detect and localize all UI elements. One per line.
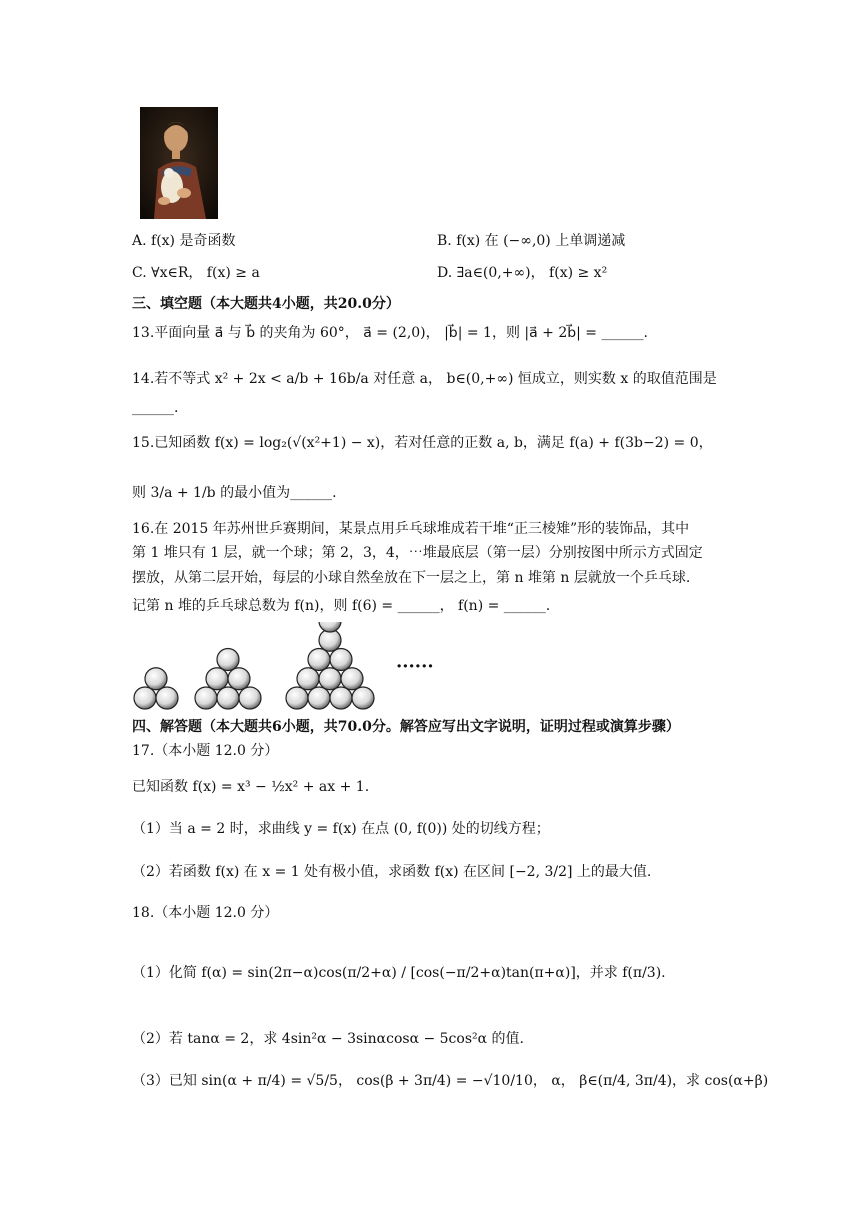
- option-c: C. ∀x∈R， f(x) ≥ a: [132, 265, 260, 281]
- question-18-part-3: （3）已知 sin(α + π/4) = √5/5， cos(β + 3π/4) = −√10/10， α， β∈(π/4, 3π/4)，求 cos(α+β): [132, 1073, 769, 1089]
- ping-pong-ball: [239, 687, 261, 709]
- ping-pong-ball: [134, 687, 156, 709]
- ellipsis-dots: ······: [396, 656, 434, 677]
- ping-pong-ball: [297, 668, 319, 690]
- ping-pong-ball: [330, 687, 352, 709]
- ping-pong-ball: [145, 668, 167, 690]
- option-d: D. ∃a∈(0,+∞)， f(x) ≥ x²: [437, 265, 608, 281]
- question-18-title: 18.（本小题 12.0 分）: [132, 905, 279, 921]
- ping-pong-ball: [217, 649, 239, 671]
- ping-pong-ball: [308, 649, 330, 671]
- question-16-line-2: 第 1 堆只有 1 层，就一个球；第 2，3，4，⋯堆最底层（第一层）分别按图中所示方式固定: [132, 545, 703, 561]
- ping-pong-ball: [330, 649, 352, 671]
- question-17-title: 17.（本小题 12.0 分）: [132, 743, 279, 759]
- question-15-line-1: 15.已知函数 f(x) = log₂(√(x²+1) − x)，若对任意的正数 a, b，满足 f(a) + f(3b−2) = 0，: [132, 435, 713, 451]
- ping-pong-ball: [352, 687, 374, 709]
- portrait-image: [140, 107, 218, 219]
- question-16-line-4: 记第 n 堆的乒乓球总数为 f(n)，则 f(6) = ______， f(n) = ______.: [132, 598, 551, 614]
- question-18-part-2: （2）若 tanα = 2，求 4sin²α − 3sinαcosα − 5cos²α 的值.: [132, 1031, 524, 1047]
- question-13: 13.平面向量 a⃗ 与 b⃗ 的夹角为 60°， a⃗ = (2,0)， |b⃗| = 1，则 |a⃗ + 2b⃗| = ______.: [132, 325, 648, 341]
- option-a: A. f(x) 是奇函数: [132, 233, 236, 249]
- ping-pong-ball: [195, 687, 217, 709]
- ping-pong-ball: [156, 687, 178, 709]
- question-14-line-2: ______.: [132, 400, 179, 416]
- question-17-stem: 已知函数 f(x) = x³ − ½x² + ax + 1.: [132, 779, 370, 795]
- ball-piles-figure: [128, 622, 458, 712]
- question-14-line-1: 14.若不等式 x² + 2x < a/b + 16b/a 对任意 a， b∈(0,+∞) 恒成立，则实数 x 的取值范围是: [132, 371, 717, 387]
- ping-pong-ball: [319, 668, 341, 690]
- section-4-heading: 四、解答题（本大题共6小题，共70.0分。解答应写出文字说明，证明过程或演算步骤）: [132, 719, 680, 735]
- question-16-line-1: 16.在 2015 年苏州世乒赛期间，某景点用乒乓球堆成若干堆“正三棱雉”形的装饰品，其中: [132, 521, 690, 537]
- ping-pong-ball: [217, 687, 239, 709]
- section-3-heading: 三、填空题（本大题共4小题，共20.0分）: [132, 296, 400, 312]
- ping-pong-ball: [308, 687, 330, 709]
- ping-pong-ball: [228, 668, 250, 690]
- option-b: B. f(x) 在 (−∞,0) 上单调递减: [437, 233, 626, 249]
- ping-pong-ball: [206, 668, 228, 690]
- question-17-part-1: （1）当 a = 2 时，求曲线 y = f(x) 在点 (0, f(0)) 处的切线方程；: [132, 821, 550, 837]
- question-16-line-3: 摆放，从第二层开始，每层的小球自然垒放在下一层之上，第 n 堆第 n 层就放一个乒乓球.: [132, 570, 691, 586]
- ping-pong-ball: [341, 668, 363, 690]
- question-17-part-2: （2）若函数 f(x) 在 x = 1 处有极小值，求函数 f(x) 在区间 [−2, 3/2] 上的最大值.: [132, 864, 652, 880]
- question-18-part-1: （1）化简 f(α) = sin(2π−α)cos(π/2+α) / [cos(−π/2+α)tan(π+α)]，并求 f(π/3).: [132, 965, 666, 981]
- ping-pong-ball: [319, 622, 341, 632]
- ping-pong-ball: [286, 687, 308, 709]
- question-15-line-2: 则 3/a + 1/b 的最小值为______.: [132, 485, 337, 501]
